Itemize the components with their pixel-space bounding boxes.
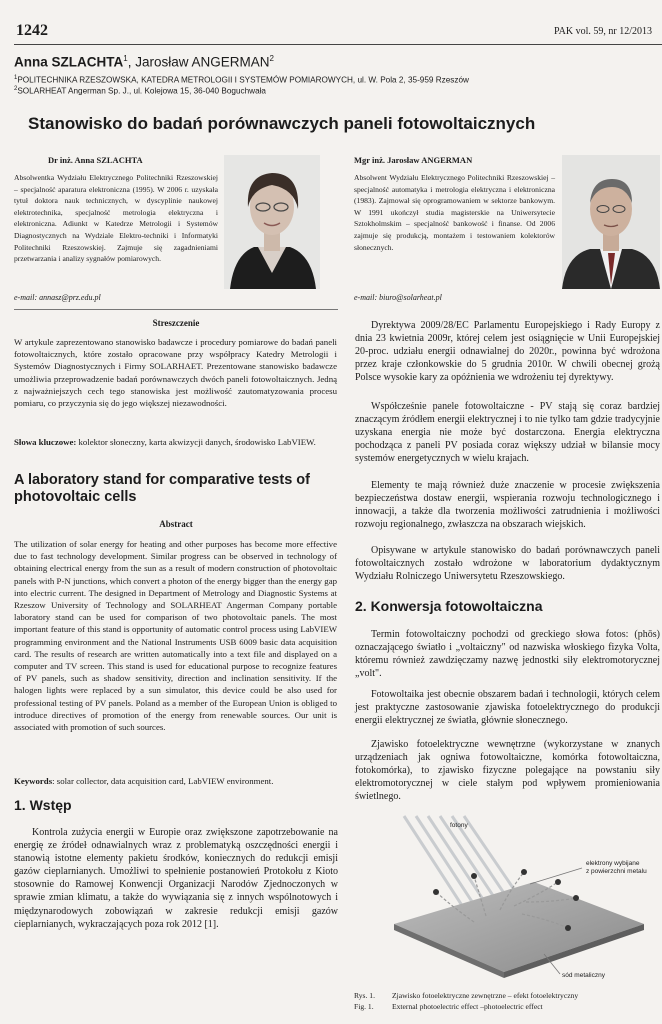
right-paragraph-3: Elementy te mają również duże znaczenie w procesie zwiększenia bezpieczeństwa dostaw energii, wspierania rozwoju technologicznego i innowacji, a także dla tworzenia możliwości zatrudnienia i możliwości rozwoju regionalnego, zwłaszcza na obszarach wiejskich. [355,480,660,531]
author-2: Jarosław ANGERMAN [135,54,270,70]
affiliation-1-sup: 1 [14,75,18,81]
author-1-sup: 1 [123,54,128,63]
bio-2-text: Absolwent Wydziału Elektrycznego Politechniki Rzeszowskiej – specjalność automatyka i metrologia elektryczna i elektroniczna (1983). Zajmował się oprogramowaniem w sektorze bankowym. W 1991 ukończył studia magisterskie na Uniwersytecie Sztokholmskim – specjalność bankowość i finanse. Od 2006 zajmuje się produkcją, montażem i testowaniem kolektorów słonecznych. [354,173,555,252]
label-electrons-line-2: z powierzchni metalu [586,868,647,875]
streszczenie-text: W artykule zaprezentowano stanowisko badawcze i procedury pomiarowe do badań paneli fotowoltaicznych, które zostało opracowane przy współpracy Katedry Metrologii i Systemów Diagnostycznych i Firmy SOLARHAET. Prezentowane stanowisko badawcze umożliwia przeprowadzenie badań porównawczych dwóch paneli fotowoltaicznych. Jedną z najważniejszych cech tego stanowiska jest możliwość zautomatyzowania procesu pomiaru, co przyczynia się do jego większej niezawodności. [14,337,337,409]
label-photons: fotony [450,822,468,829]
caption-pl-text: Zjawisko fotoelektryczne zewnętrzne – efekt fotoelektryczny [392,991,579,1000]
keywords-pl-label: Słowa kluczowe: [14,437,77,447]
label-metal: sód metaliczny [562,972,605,979]
affiliation-2-sup: 2 [14,86,18,92]
author-line [14,54,274,70]
author-1: Anna SZLACHTA [14,54,124,70]
label-electrons [586,860,647,876]
section-2-paragraph-3: Zjawisko fotoelektryczne wewnętrzne (wykorzystane w znanych urządzeniach jak ogniwa fotowoltaiczne, komórka fotowoltaiczna, fotokomórka), to zjawisko fizyczne polegające na powstaniu siły elektromotorycznej w ciele stałym pod wpływem promieniowania świetlnego. [355,739,660,803]
affiliation-2-text: SOLARHEAT Angerman Sp. J., ul. Kolejowa 15, 36-040 Boguchwała [17,86,266,96]
bio-2-name: Mgr inż. Jarosław ANGERMAN [354,155,473,165]
section-1-heading: 1. Wstęp [14,797,72,813]
journal-reference: PAK vol. 59, nr 12/2013 [554,26,652,37]
author-2-sup: 2 [269,54,274,63]
right-paragraph-2: Współcześnie panele fotowoltaiczne - PV stają się coraz bardziej znaczącym źródłem energii elektrycznej i to nie tylko tam gdzie tradycyjnie uzyskana energia nie może być dostarczona. Energia elektryczna pochodząca z paneli PV posiada coraz większy udział w bilansie mocy systemów energetycznych w wielu krajach. [355,401,660,465]
affiliation-1-text: POLITECHNIKA RZESZOWSKA, KATEDRA METROLOGII I SYSTEMÓW POMIAROWYCH, ul. W. Pola 2, 35-959 Rzeszów [17,75,469,85]
streszczenie-heading: Streszczenie [152,318,200,328]
caption-pl-number: Rys. 1. [354,991,376,1000]
section-2-paragraph-1: Termin fotowoltaiczny pochodzi od greckiego słowa fotos: (phōs) oznaczającego światło i „voltaiczny" od nazwiska włoskiego fizyka Volta, któremu również zawdzięczamy nazwę jednostki siły elektromotorycznej „volt". [355,629,660,680]
english-title: A laboratory stand for comparative tests of photovoltaic cells [14,472,310,505]
affiliation-2 [14,84,266,97]
header-rule [14,44,662,45]
metal-plate [394,882,644,972]
author-2-photo [562,155,660,289]
caption-en-text: External photoelectric effect –photoelectric effect [392,1002,543,1011]
keywords-en-label: Keywords [14,776,53,786]
abstract-rule [14,309,338,310]
right-paragraph-4: Opisywane w artykule stanowisko do badań porównawczych paneli fotowoltaicznych zostało wdrożone w laboratorium dydaktycznym Wydziału Rolniczego Uniwersytetu Rzeszowskiego. [355,545,660,583]
bio-1-name: Dr inż. Anna SZLACHTA [48,155,143,165]
photoelectric-figure [354,812,660,984]
abstract-keywords [14,775,337,787]
section-2-heading: 2. Konwersja fotowoltaiczna [355,598,543,614]
caption-en-number: Fig. 1. [354,1002,374,1011]
keywords-en-text: : solar collector, data acquisition card, LabVIEW environment. [52,776,274,786]
author-1-photo [224,155,320,289]
streszczenie-keywords [14,436,337,448]
figure-caption [354,990,578,1012]
author-separator: , [127,54,136,70]
abstract-text: The utilization of solar energy for heating and other purposes has become more effective due to fast technology development. Similar progress can be observed in technology of obtaining electrical energy from the sun as a result of modern construction of photovoltaic panels with P-N junctions, which convert a photon of the energy bigger than the energy gap into electric current. The designed in Department of Metrology and Diagnostic Systems at Rzeszow University of Technology and SOLARHEAT Angerman Company portable laboratory stand can be used for comparison of two photovoltaic panels. The most important feature of this stand is opportunity of automatic control process using LabVIEW programming environment and the National Instruments USB 6009 basic data acquisition card. The results of research are written automatically into a text file and displayed on a computer and TV screen. This stand is used for educational purpose to recognize features of PV panels, such as shadow sensitivity, direction and inclination sensitivity. If the halogen lights were replaced by a sun simulator, this device could be also used for professional testing of PV panels. Poland as a member of the European Union is obliged to introduce directives of promotion of the energy from renewable sources. Our unit is associated with promotion of such sources. [14,539,337,733]
bio-1-text: Absolwentka Wydziału Elektrycznego Politechniki Rzeszowskiej – specjalność aparatura elektroniczna (1995). W 2006 r. uzyskała tytuł doktora nauk technicznych, w dyscyplinie naukowej elektrotechnika, specjalność metrologia elektryczna i elektroniczna. Adiunkt w Katedrze Metrologii i Systemów Diagnostycznych na Wydziale Elektro-techniki i Informatyki Politechniki Rzeszowskiej. Zajmuje się zagadnieniami przetwarzania i analizy sygnałów pomiarowych. [14,173,218,264]
page-number: 1242 [16,22,48,39]
bio-1-email: e-mail: annasz@prz.edu.pl [14,293,101,302]
paper-title: Stanowisko do badań porównawczych paneli fotowoltaicznych [28,114,536,133]
keywords-pl-text: kolektor słoneczny, karta akwizycji danych, środowisko LabVIEW. [78,437,316,447]
section-1-text: Kontrola zużycia energii w Europie oraz zwiększone zapotrzebowanie na energię ze źródeł odnawialnych wraz z problematyką oszczędności energii i stanowią istotne elementy pakietu środków, koniecznych do redukcji emisji gazów cieplarnianych. Umożliwi to spełnienie postanowień Protokołu z Kioto stosownie do Ramowej Konwencji Organizacji Narodów Zjednoczonych w sprawie zmian klimatu, a także do wywiązania się z innych wspólnotowych i międzynarodowych zobowiązań w zakresie redukcji emisji gazów cieplarnianych, wykraczających poza rok 2012 [1]. [14,827,338,930]
right-paragraph-1: Dyrektywa 2009/28/EC Parlamentu Europejskiego i Rady Europy z dnia 23 kwietnia 2009r, której celem jest osiągnięcie w Unii Europejskiej 20-proc. udziału energii odnawialnej do 2020r., powinna być wdrożona przez kraje członkowskie do 5 grudnia 2010r. W chwili obecnej grożą Polsce wysokie kary za opóźnienia we wdrożeniu tej dyrektywy. [355,320,660,384]
bio-2-email: e-mail: biuro@solarheat.pl [354,293,442,302]
label-electrons-line-1: elektrony wybijane [586,860,640,867]
abstract-heading: Abstract [159,519,193,529]
section-2-paragraph-2: Fotowoltaika jest obecnie obszarem badań i technologii, których celem jest praktyczne zastosowanie zjawiska fotoelektrycznego do produkcji energii elektrycznej ze światła, głównie słonecznego. [355,689,660,727]
